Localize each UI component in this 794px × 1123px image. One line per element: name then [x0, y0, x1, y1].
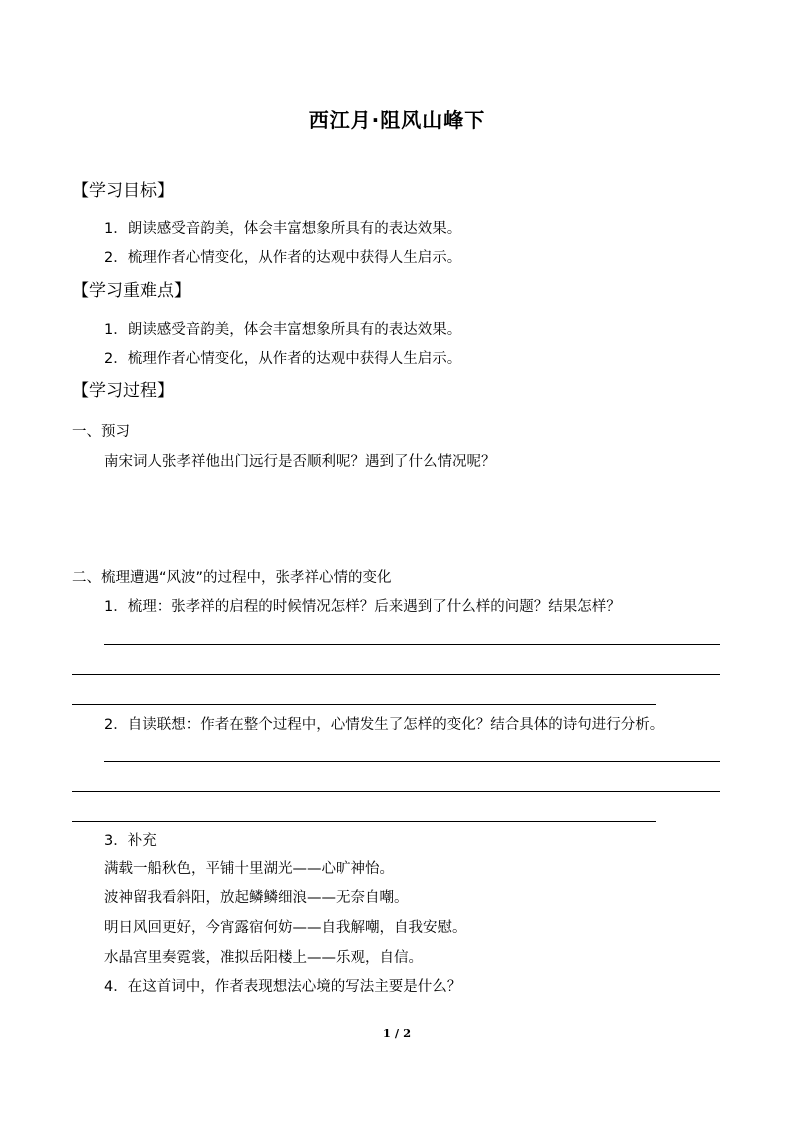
sort-label: 二、梳理遭遇“风波”的过程中，张孝祥心情的变化	[72, 570, 392, 586]
key-point-item-1: 1．朗读感受音韵美，体会丰富想象所具有的表达效果。	[104, 322, 462, 338]
answer-line	[104, 761, 720, 762]
section-heading-process: 【学习过程】	[72, 381, 174, 401]
section-heading-key-points: 【学习重难点】	[72, 281, 191, 301]
supplement-line-2: 波神留我看斜阳，放起鳞鳞细浪——无奈自嘲。	[104, 890, 409, 906]
question-4: 4．在这首词中，作者表现想法心境的写法主要是什么？	[104, 979, 462, 995]
page-title: 西江月·阻风山峰下	[308, 108, 486, 132]
page-number: 1 / 2	[382, 1026, 412, 1040]
question-1: 1．梳理：张孝祥的启程的时候情况怎样？后来遇到了什么样的问题？结果怎样？	[104, 599, 621, 615]
goal-item-1: 1．朗读感受音韵美，体会丰富想象所具有的表达效果。	[104, 221, 462, 237]
section-heading-goals: 【学习目标】	[72, 181, 174, 201]
question-2: 2．自读联想：作者在整个过程中，心情发生了怎样的变化？结合具体的诗句进行分析。	[104, 717, 665, 733]
answer-line	[72, 821, 656, 822]
key-point-item-2: 2．梳理作者心情变化，从作者的达观中获得人生启示。	[104, 351, 462, 367]
answer-line	[72, 674, 720, 675]
goal-item-2: 2．梳理作者心情变化，从作者的达观中获得人生启示。	[104, 250, 462, 266]
supplement-line-3: 明日风回更好，今宵露宿何妨——自我解嘲，自我安慰。	[104, 920, 467, 936]
supplement-line-1: 满载一船秋色，平铺十里湖光——心旷神怡。	[104, 861, 394, 877]
supplement-label: 3．补充	[104, 833, 157, 849]
preview-question: 南宋词人张孝祥他出门远行是否顺利呢？遇到了什么情况呢？	[104, 454, 496, 470]
answer-line	[72, 704, 656, 705]
answer-line	[104, 644, 720, 645]
supplement-line-4: 水晶宫里奏霓裳，准拟岳阳楼上——乐观，自信。	[104, 950, 423, 966]
answer-line	[72, 791, 720, 792]
preview-label: 一、预习	[72, 424, 130, 440]
